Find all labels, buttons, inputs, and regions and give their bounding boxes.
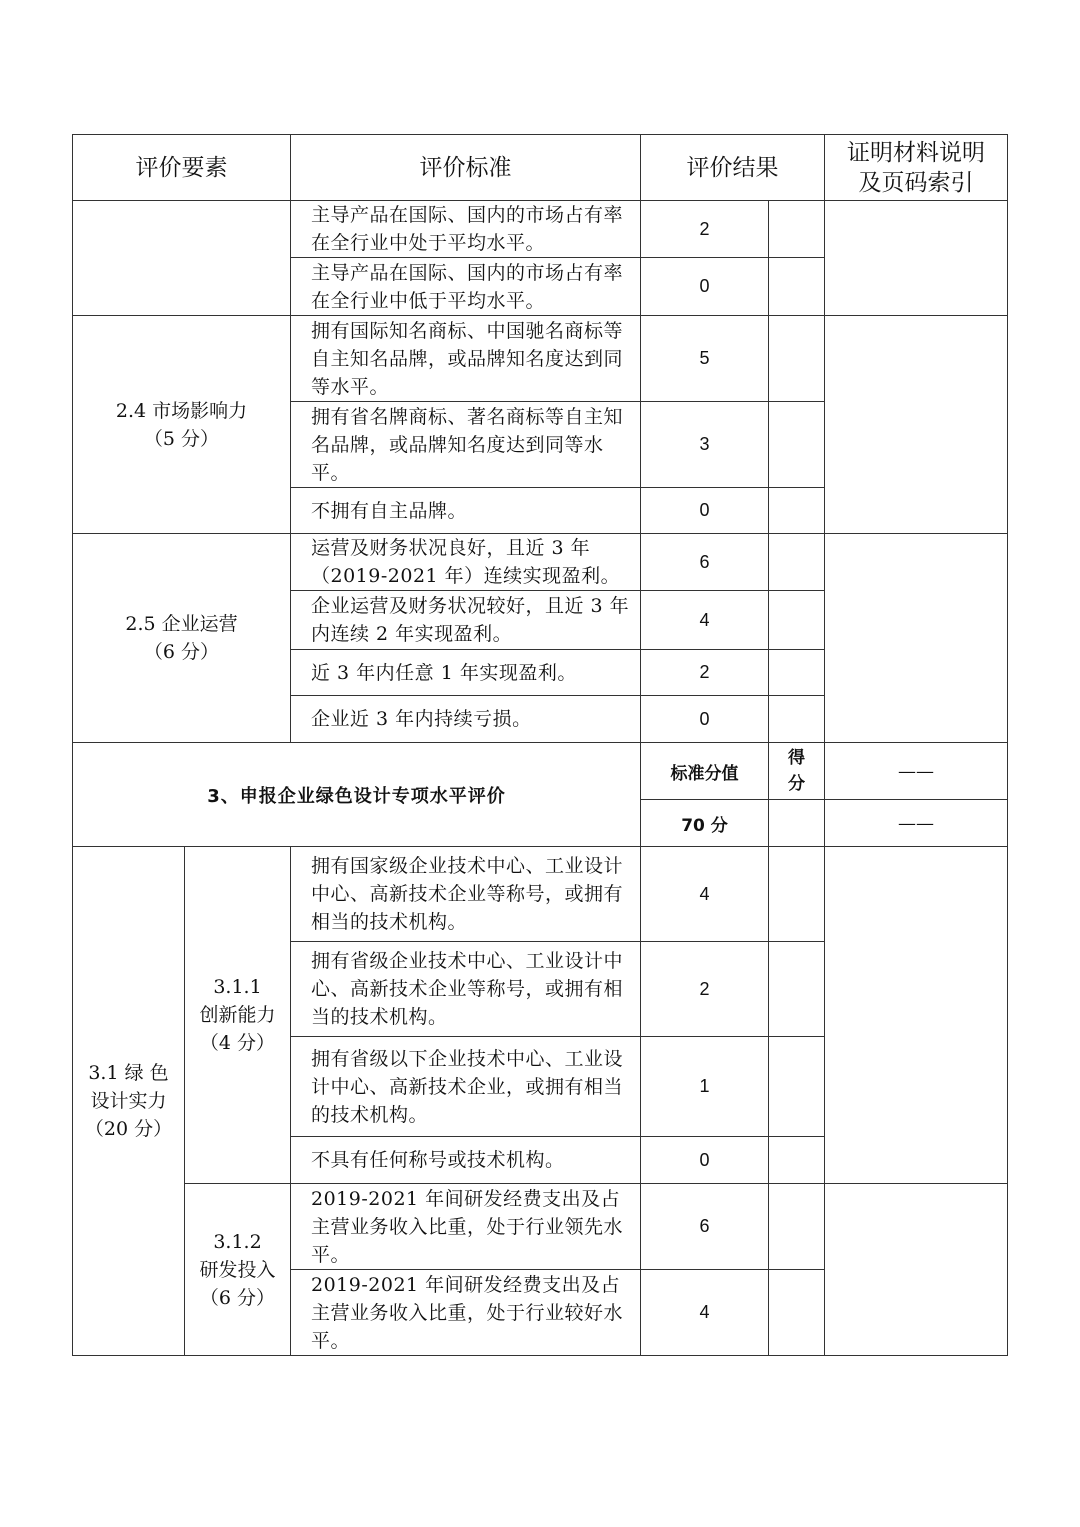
points-cell: 4 <box>641 847 769 942</box>
table-row <box>73 201 1008 258</box>
score-cell <box>769 847 825 942</box>
standard-cell: 近 3 年内任意 1 年实现盈利。 <box>291 650 641 696</box>
element-3-1-1 <box>185 847 291 1184</box>
score-label-text: 得分 <box>788 748 805 794</box>
evidence-cell <box>825 1184 1008 1356</box>
header-row <box>73 135 1008 201</box>
standard-value-label: 标准分值 <box>641 743 769 800</box>
element-3-1-line2: 设计实力 <box>90 1090 167 1112</box>
header-evidence <box>825 135 1008 201</box>
score-cell <box>769 201 825 258</box>
points-cell: 0 <box>641 258 769 316</box>
element-2-5-line1: 2.5 企业运营 <box>125 613 238 635</box>
points-cell: 0 <box>641 1137 769 1184</box>
score-cell <box>769 696 825 743</box>
dash-cell: —— <box>825 800 1008 847</box>
element-3-1-2-line3: （6 分） <box>199 1286 276 1309</box>
evidence-cell <box>825 847 1008 1184</box>
element-2-4-line2: （5 分） <box>143 427 220 450</box>
standard-cell: 企业运营及财务状况较好，且近 3 年内连续 2 年实现盈利。 <box>291 591 641 650</box>
evidence-cell <box>825 534 1008 743</box>
points-cell: 0 <box>641 696 769 743</box>
element-3-1-2-line1: 3.1.2 <box>213 1230 262 1253</box>
element-3-1-1-line3: （4 分） <box>199 1032 276 1054</box>
score-cell <box>769 402 825 488</box>
header-element: 评价要素 <box>73 135 291 201</box>
element-3-1-2 <box>185 1184 291 1356</box>
score-cell <box>769 591 825 650</box>
element-3-1-line3: （20 分） <box>84 1118 173 1140</box>
evaluation-table <box>72 134 1008 1356</box>
evidence-cell <box>825 316 1008 534</box>
score-cell <box>769 1270 825 1356</box>
score-cell <box>769 534 825 591</box>
section-header-row <box>73 743 1008 800</box>
element-2-4-line1: 2.4 市场影响力 <box>115 399 248 422</box>
element-3-1-2-line2: 研发投入 <box>199 1258 276 1281</box>
points-cell: 6 <box>641 1184 769 1270</box>
header-result: 评价结果 <box>641 135 825 201</box>
element-2-4 <box>73 316 291 534</box>
standard-cell: 拥有省名牌商标、著名商标等自主知名品牌，或品牌知名度达到同等水平。 <box>291 402 641 488</box>
points-cell: 2 <box>641 942 769 1037</box>
standard-cell: 不拥有自主品牌。 <box>291 488 641 534</box>
header-evidence-line1: 证明材料说明 <box>847 139 985 166</box>
table-row <box>73 534 1008 591</box>
element-3-1-line1: 3.1 绿 色 <box>88 1062 169 1084</box>
header-standard: 评价标准 <box>291 135 641 201</box>
score-cell <box>769 1037 825 1137</box>
points-cell: 6 <box>641 534 769 591</box>
standard-cell: 2019-2021 年间研发经费支出及占主营业务收入比重，处于行业领先水平。 <box>291 1184 641 1270</box>
points-cell: 2 <box>641 650 769 696</box>
score-cell <box>769 1137 825 1184</box>
points-cell: 4 <box>641 591 769 650</box>
score-cell <box>769 316 825 402</box>
standard-cell: 2019-2021 年间研发经费支出及占主营业务收入比重，处于行业较好水平。 <box>291 1270 641 1356</box>
standard-cell: 拥有国家级企业技术中心、工业设计中心、高新技术企业等称号，或拥有相当的技术机构。 <box>291 847 641 942</box>
standard-cell: 拥有省级企业技术中心、工业设计中心、高新技术企业等称号，或拥有相当的技术机构。 <box>291 942 641 1037</box>
score-label <box>769 743 825 800</box>
element-3-1 <box>73 847 185 1356</box>
standard-cell: 企业近 3 年内持续亏损。 <box>291 696 641 743</box>
standard-cell: 主导产品在国际、国内的市场占有率在全行业中低于平均水平。 <box>291 258 641 316</box>
score-cell <box>769 1184 825 1270</box>
standard-cell: 拥有国际知名商标、中国驰名商标等自主知名品牌，或品牌知名度达到同等水平。 <box>291 316 641 402</box>
score-cell <box>769 800 825 847</box>
score-cell <box>769 650 825 696</box>
standard-cell: 拥有省级以下企业技术中心、工业设计中心、高新技术企业，或拥有相当的技术机构。 <box>291 1037 641 1137</box>
points-cell: 5 <box>641 316 769 402</box>
standard-cell: 运营及财务状况良好，且近 3 年（2019-2021 年）连续实现盈利。 <box>291 534 641 591</box>
dash-cell: —— <box>825 743 1008 800</box>
table-row <box>73 1184 1008 1270</box>
element-2-5 <box>73 534 291 743</box>
table-row <box>73 316 1008 402</box>
evidence-cell <box>825 201 1008 316</box>
element-cell-empty <box>73 201 291 316</box>
score-cell <box>769 258 825 316</box>
section-total: 70 分 <box>641 800 769 847</box>
points-cell: 4 <box>641 1270 769 1356</box>
element-2-5-line2: （6 分） <box>143 641 220 663</box>
points-cell: 2 <box>641 201 769 258</box>
points-cell: 3 <box>641 402 769 488</box>
points-cell: 1 <box>641 1037 769 1137</box>
standard-cell: 主导产品在国际、国内的市场占有率在全行业中处于平均水平。 <box>291 201 641 258</box>
table-row <box>73 847 1008 942</box>
score-cell <box>769 942 825 1037</box>
standard-cell: 不具有任何称号或技术机构。 <box>291 1137 641 1184</box>
header-evidence-line2: 及页码索引 <box>858 169 974 196</box>
section-3-title: 3、申报企业绿色设计专项水平评价 <box>73 743 641 847</box>
score-cell <box>769 488 825 534</box>
element-3-1-1-line1: 3.1.1 <box>213 976 262 998</box>
points-cell: 0 <box>641 488 769 534</box>
element-3-1-1-line2: 创新能力 <box>199 1004 276 1026</box>
